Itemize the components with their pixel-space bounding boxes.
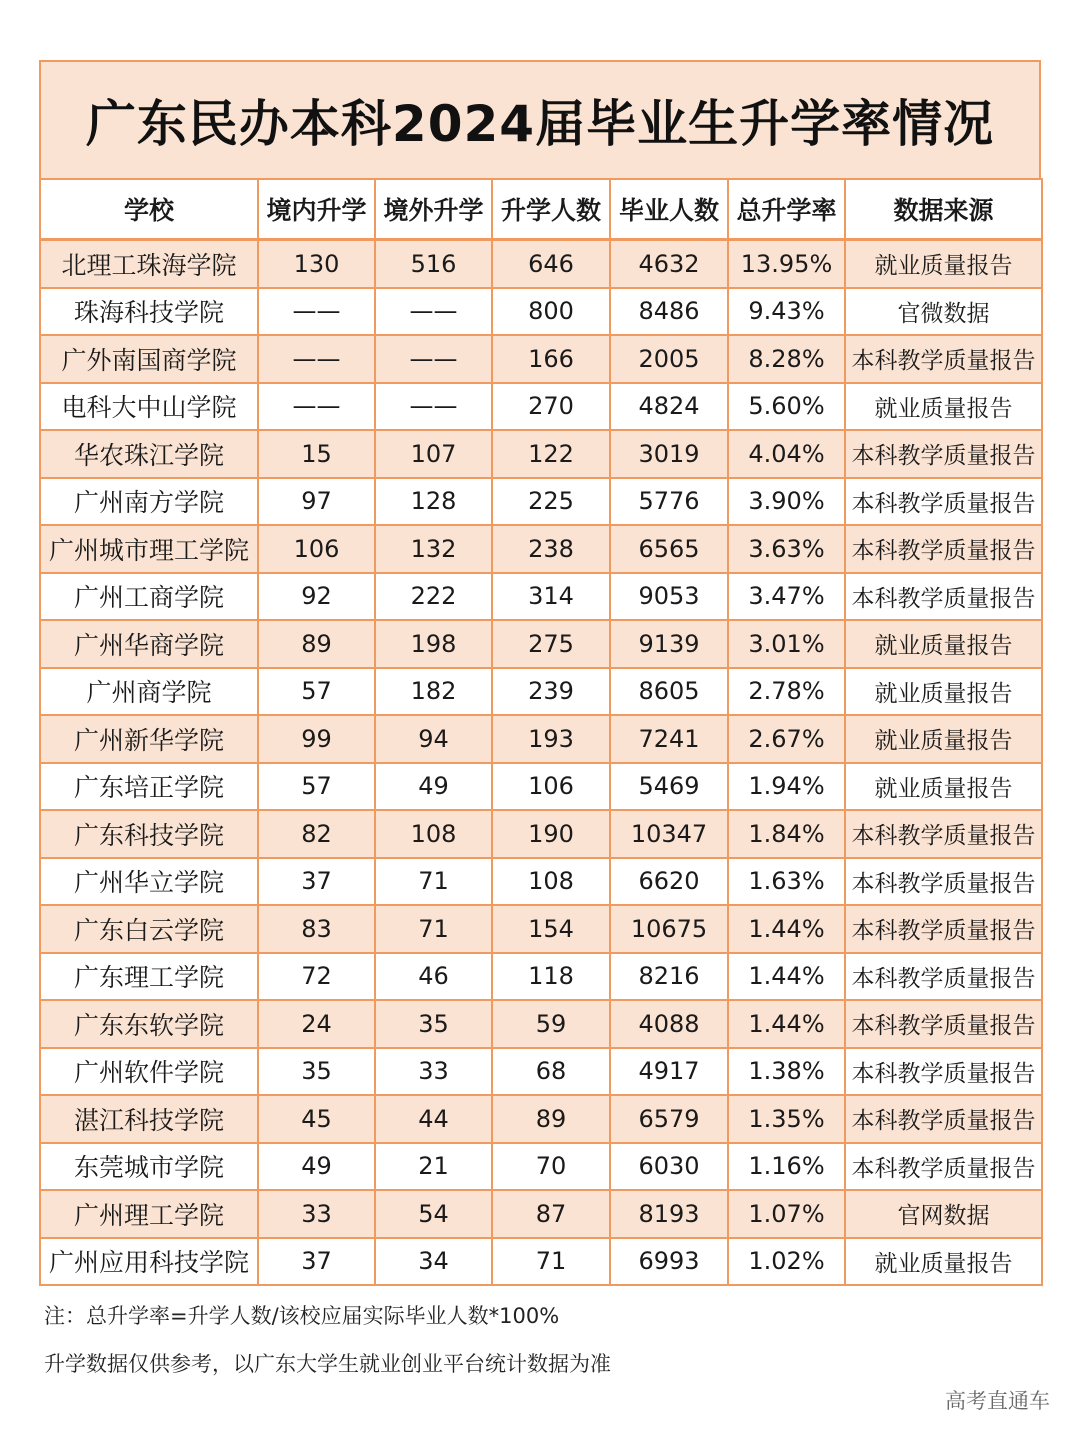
cell-graduate-count: 7241 (610, 715, 728, 763)
cell-overseas: 107 (375, 430, 492, 478)
cell-school: 广东理工学院 (40, 953, 258, 1001)
cell-further-study-count: 166 (492, 335, 610, 383)
cell-further-study-count: 239 (492, 668, 610, 716)
cell-school: 广东培正学院 (40, 763, 258, 811)
cell-total-rate: 1.02% (728, 1238, 845, 1286)
cell-overseas: 44 (375, 1095, 492, 1143)
cell-domestic: 35 (258, 1048, 375, 1096)
cell-total-rate: 5.60% (728, 383, 845, 431)
cell-school: 广东白云学院 (40, 905, 258, 953)
cell-further-study-count: 190 (492, 810, 610, 858)
cell-overseas: 128 (375, 478, 492, 526)
cell-graduate-count: 2005 (610, 335, 728, 383)
cell-total-rate: 1.44% (728, 1000, 845, 1048)
cell-overseas: 35 (375, 1000, 492, 1048)
cell-domestic: 92 (258, 573, 375, 621)
cell-total-rate: 3.47% (728, 573, 845, 621)
header-total-rate: 总升学率 (728, 179, 845, 240)
table-row (40, 525, 1042, 573)
cell-domestic: 45 (258, 1095, 375, 1143)
cell-school: 广州南方学院 (40, 478, 258, 526)
cell-further-study-count: 68 (492, 1048, 610, 1096)
cell-school: 华农珠江学院 (40, 430, 258, 478)
cell-overseas: 132 (375, 525, 492, 573)
cell-graduate-count: 5776 (610, 478, 728, 526)
cell-data-source: 就业质量报告 (845, 1238, 1042, 1286)
page-title: 广东民办本科2024届毕业生升学率情况 (85, 95, 995, 153)
cell-total-rate: 1.16% (728, 1143, 845, 1191)
cell-data-source: 本科教学质量报告 (845, 953, 1042, 1001)
cell-total-rate: 1.63% (728, 858, 845, 906)
cell-data-source: 本科教学质量报告 (845, 858, 1042, 906)
header-data-source: 数据来源 (845, 179, 1042, 240)
cell-further-study-count: 238 (492, 525, 610, 573)
cell-domestic: 72 (258, 953, 375, 1001)
cell-overseas: 516 (375, 240, 492, 288)
cell-further-study-count: 106 (492, 763, 610, 811)
cell-domestic: 57 (258, 668, 375, 716)
cell-total-rate: 1.44% (728, 953, 845, 1001)
cell-graduate-count: 4632 (610, 240, 728, 288)
cell-domestic: 99 (258, 715, 375, 763)
cell-domestic: 106 (258, 525, 375, 573)
cell-graduate-count: 4824 (610, 383, 728, 431)
cell-total-rate: 3.90% (728, 478, 845, 526)
cell-overseas: —— (375, 288, 492, 336)
cell-graduate-count: 6620 (610, 858, 728, 906)
cell-further-study-count: 108 (492, 858, 610, 906)
cell-data-source: 本科教学质量报告 (845, 430, 1042, 478)
data-table-container (39, 60, 1041, 1286)
cell-graduate-count: 10347 (610, 810, 728, 858)
cell-total-rate: 1.35% (728, 1095, 845, 1143)
cell-school: 湛江科技学院 (40, 1095, 258, 1143)
header-overseas: 境外升学 (375, 179, 492, 240)
cell-data-source: 本科教学质量报告 (845, 335, 1042, 383)
table-row (40, 1000, 1042, 1048)
header-school: 学校 (40, 179, 258, 240)
note-disclaimer: 升学数据仅供参考，以广东大学生就业创业平台统计数据为准 (44, 1352, 611, 1376)
cell-data-source: 本科教学质量报告 (845, 810, 1042, 858)
note-formula: 注：总升学率=升学人数/该校应届实际毕业人数*100% (44, 1304, 560, 1328)
cell-school: 东莞城市学院 (40, 1143, 258, 1191)
cell-overseas: 49 (375, 763, 492, 811)
cell-further-study-count: 275 (492, 620, 610, 668)
cell-overseas: 94 (375, 715, 492, 763)
cell-total-rate: 2.67% (728, 715, 845, 763)
cell-total-rate: 1.07% (728, 1190, 845, 1238)
cell-data-source: 本科教学质量报告 (845, 1048, 1042, 1096)
table-row (40, 763, 1042, 811)
table-row (40, 430, 1042, 478)
cell-data-source: 本科教学质量报告 (845, 525, 1042, 573)
cell-overseas: 71 (375, 858, 492, 906)
cell-data-source: 就业质量报告 (845, 240, 1042, 288)
header-row (40, 179, 1042, 240)
cell-domestic: 89 (258, 620, 375, 668)
cell-graduate-count: 8216 (610, 953, 728, 1001)
cell-domestic: 49 (258, 1143, 375, 1191)
cell-graduate-count: 8193 (610, 1190, 728, 1238)
table-row (40, 1048, 1042, 1096)
cell-data-source: 就业质量报告 (845, 763, 1042, 811)
table-row (40, 620, 1042, 668)
notes (44, 1292, 611, 1388)
cell-data-source: 就业质量报告 (845, 715, 1042, 763)
cell-overseas: 198 (375, 620, 492, 668)
cell-graduate-count: 6993 (610, 1238, 728, 1286)
cell-graduate-count: 10675 (610, 905, 728, 953)
cell-total-rate: 1.84% (728, 810, 845, 858)
table-row (40, 810, 1042, 858)
cell-further-study-count: 646 (492, 240, 610, 288)
header-graduate-count: 毕业人数 (610, 179, 728, 240)
cell-data-source: 本科教学质量报告 (845, 1000, 1042, 1048)
table-row (40, 478, 1042, 526)
cell-overseas: 34 (375, 1238, 492, 1286)
cell-data-source: 官网数据 (845, 1190, 1042, 1238)
cell-total-rate: 2.78% (728, 668, 845, 716)
cell-data-source: 本科教学质量报告 (845, 905, 1042, 953)
cell-domestic: 97 (258, 478, 375, 526)
cell-data-source: 就业质量报告 (845, 620, 1042, 668)
cell-school: 广东东软学院 (40, 1000, 258, 1048)
cell-domestic: 37 (258, 1238, 375, 1286)
cell-graduate-count: 4917 (610, 1048, 728, 1096)
cell-further-study-count: 118 (492, 953, 610, 1001)
cell-further-study-count: 154 (492, 905, 610, 953)
cell-data-source: 就业质量报告 (845, 383, 1042, 431)
table-row (40, 288, 1042, 336)
table-body (40, 240, 1042, 1286)
cell-overseas: 54 (375, 1190, 492, 1238)
cell-overseas: 182 (375, 668, 492, 716)
cell-domestic: —— (258, 335, 375, 383)
table-row (40, 715, 1042, 763)
cell-school: 珠海科技学院 (40, 288, 258, 336)
cell-further-study-count: 89 (492, 1095, 610, 1143)
cell-further-study-count: 71 (492, 1238, 610, 1286)
cell-total-rate: 1.94% (728, 763, 845, 811)
table-row (40, 1238, 1042, 1286)
table-row (40, 335, 1042, 383)
table-row (40, 905, 1042, 953)
watermark: 高考直通车 (945, 1389, 1050, 1413)
cell-overseas: —— (375, 383, 492, 431)
cell-further-study-count: 87 (492, 1190, 610, 1238)
cell-school: 广州华立学院 (40, 858, 258, 906)
cell-domestic: —— (258, 383, 375, 431)
cell-graduate-count: 8486 (610, 288, 728, 336)
cell-graduate-count: 6579 (610, 1095, 728, 1143)
cell-overseas: 108 (375, 810, 492, 858)
cell-further-study-count: 193 (492, 715, 610, 763)
cell-domestic: 37 (258, 858, 375, 906)
cell-overseas: 71 (375, 905, 492, 953)
cell-school: 广州应用科技学院 (40, 1238, 258, 1286)
cell-graduate-count: 6030 (610, 1143, 728, 1191)
table-row (40, 858, 1042, 906)
table-row (40, 1095, 1042, 1143)
cell-school: 广外南国商学院 (40, 335, 258, 383)
cell-school: 广州理工学院 (40, 1190, 258, 1238)
cell-school: 广州商学院 (40, 668, 258, 716)
title-banner (39, 60, 1041, 178)
cell-data-source: 本科教学质量报告 (845, 1095, 1042, 1143)
cell-total-rate: 3.63% (728, 525, 845, 573)
cell-overseas: —— (375, 335, 492, 383)
table-row (40, 953, 1042, 1001)
cell-domestic: 82 (258, 810, 375, 858)
cell-further-study-count: 270 (492, 383, 610, 431)
cell-domestic: 15 (258, 430, 375, 478)
cell-domestic: 130 (258, 240, 375, 288)
cell-school: 广州新华学院 (40, 715, 258, 763)
cell-domestic: 24 (258, 1000, 375, 1048)
cell-graduate-count: 3019 (610, 430, 728, 478)
cell-data-source: 就业质量报告 (845, 668, 1042, 716)
cell-graduate-count: 6565 (610, 525, 728, 573)
cell-graduate-count: 5469 (610, 763, 728, 811)
cell-total-rate: 1.44% (728, 905, 845, 953)
cell-school: 北理工珠海学院 (40, 240, 258, 288)
table-row (40, 1143, 1042, 1191)
cell-total-rate: 13.95% (728, 240, 845, 288)
table-row (40, 1190, 1042, 1238)
cell-data-source: 本科教学质量报告 (845, 573, 1042, 621)
table-row (40, 383, 1042, 431)
header-further-study-count: 升学人数 (492, 179, 610, 240)
cell-overseas: 46 (375, 953, 492, 1001)
header-domestic: 境内升学 (258, 179, 375, 240)
cell-school: 广东科技学院 (40, 810, 258, 858)
table-row (40, 240, 1042, 288)
cell-total-rate: 4.04% (728, 430, 845, 478)
cell-domestic: 83 (258, 905, 375, 953)
graduation-rate-table (39, 178, 1043, 1286)
cell-data-source: 本科教学质量报告 (845, 478, 1042, 526)
cell-school: 广州华商学院 (40, 620, 258, 668)
cell-further-study-count: 59 (492, 1000, 610, 1048)
cell-overseas: 222 (375, 573, 492, 621)
cell-further-study-count: 122 (492, 430, 610, 478)
cell-further-study-count: 800 (492, 288, 610, 336)
cell-data-source: 官微数据 (845, 288, 1042, 336)
cell-graduate-count: 8605 (610, 668, 728, 716)
cell-total-rate: 9.43% (728, 288, 845, 336)
cell-total-rate: 8.28% (728, 335, 845, 383)
cell-domestic: 57 (258, 763, 375, 811)
cell-school: 广州工商学院 (40, 573, 258, 621)
cell-graduate-count: 4088 (610, 1000, 728, 1048)
cell-domestic: 33 (258, 1190, 375, 1238)
table-row (40, 668, 1042, 716)
cell-further-study-count: 70 (492, 1143, 610, 1191)
cell-total-rate: 1.38% (728, 1048, 845, 1096)
cell-further-study-count: 225 (492, 478, 610, 526)
cell-graduate-count: 9139 (610, 620, 728, 668)
cell-school: 广州城市理工学院 (40, 525, 258, 573)
cell-further-study-count: 314 (492, 573, 610, 621)
cell-total-rate: 3.01% (728, 620, 845, 668)
cell-overseas: 21 (375, 1143, 492, 1191)
cell-graduate-count: 9053 (610, 573, 728, 621)
cell-data-source: 本科教学质量报告 (845, 1143, 1042, 1191)
cell-school: 电科大中山学院 (40, 383, 258, 431)
cell-overseas: 33 (375, 1048, 492, 1096)
cell-school: 广州软件学院 (40, 1048, 258, 1096)
table-row (40, 573, 1042, 621)
cell-domestic: —— (258, 288, 375, 336)
